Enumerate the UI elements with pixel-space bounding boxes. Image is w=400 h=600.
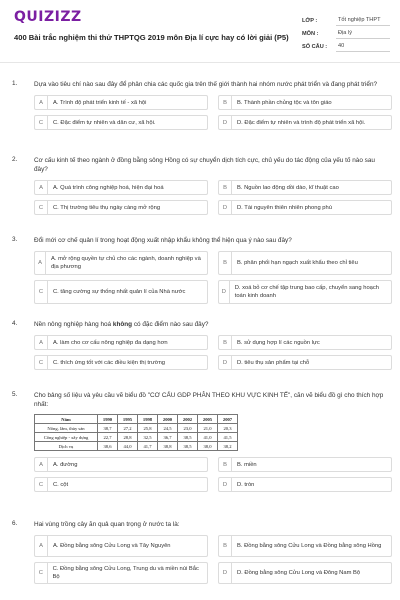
worksheet-header: [0, 0, 400, 63]
option-letter: C: [35, 281, 48, 303]
option-letter: B: [219, 336, 232, 349]
option-letter: B: [219, 536, 232, 556]
table-cell: 41,7: [138, 442, 158, 451]
option-text: A. mở rộng quyền tự chủ cho các ngành, doanh nghiệp và địa phương: [51, 256, 201, 270]
option-text: D. tiêu thụ sản phẩm tại chỗ: [237, 359, 310, 366]
question-text: Cơ cấu kinh tế theo ngành ở đồng bằng sông Hồng có sự chuyển dịch tích cực, chủ yếu do tác động của yếu tố nào sau đây?: [34, 157, 375, 173]
option-text: D. Đồng bằng sông Cửu Long và Đông Nam Bộ: [237, 570, 361, 576]
option-c[interactable]: [34, 280, 208, 304]
option-letter: A: [35, 252, 46, 274]
option-text: B. Đồng bằng sông Cửu Long và Đồng bằng sông Hồng: [237, 543, 382, 549]
option-text: C. tăng cường sự thống nhất quản lí của Nhà nước: [53, 289, 186, 295]
option-text: D. Đặc điểm tự nhiên và trình độ phát triển xã hội.: [237, 119, 366, 126]
table-row: [35, 442, 238, 451]
question-text-part: Nền nông nghiệp hàng hoá: [34, 321, 113, 328]
option-letter: A: [35, 181, 48, 194]
option-text: C. Đồng bằng sông Cửu Long, Trung du và miền núi Bắc Bộ: [52, 566, 199, 580]
table-header-cell: 1995: [118, 415, 138, 424]
question-text-part: có đặc điểm nào sau đây?: [132, 321, 209, 328]
table-header-row: [35, 415, 238, 424]
question-text: Cho bảng số liệu và yêu cầu vẽ biểu đồ "CƠ CẤU GDP PHÂN THEO KHU VỰC KINH TẾ", căn vẽ biểu đồ gì cho thích hợp nhất:: [34, 392, 384, 408]
option-a[interactable]: [34, 180, 208, 195]
table-cell: 36,7: [158, 433, 178, 442]
option-b[interactable]: [218, 251, 392, 275]
question-3: [12, 236, 392, 307]
option-text: A. Quá trình công nghiệp hoá, hiện đại hoá: [53, 184, 164, 191]
table-cell: 24,5: [158, 424, 178, 433]
quizizz-logo: QUIZIZZ: [14, 9, 82, 25]
table-header-cell: 2002: [178, 415, 198, 424]
option-text: B. sử dụng hợp lí các nguồn lực: [237, 339, 320, 346]
option-d[interactable]: [218, 280, 392, 304]
option-text: A. đường: [53, 461, 78, 468]
option-letter: B: [219, 252, 232, 274]
option-letter: C: [35, 478, 48, 491]
option-c[interactable]: [34, 355, 208, 370]
option-letter: C: [35, 116, 48, 129]
option-d[interactable]: [218, 200, 392, 215]
option-a[interactable]: [34, 95, 208, 110]
option-letter: D: [219, 116, 232, 129]
table-cell: 38,5: [178, 433, 198, 442]
option-letter: D: [219, 201, 232, 214]
table-header-cell: 1998: [138, 415, 158, 424]
option-text: D. Tài nguyên thiên nhiên phong phú: [237, 204, 332, 211]
question-number: 2.: [12, 156, 18, 163]
question-number: 5.: [12, 391, 18, 398]
option-text: B. miền: [237, 461, 257, 468]
option-c[interactable]: [34, 477, 208, 492]
table-header-cell: 1990: [98, 415, 118, 424]
option-d[interactable]: [218, 477, 392, 492]
option-letter: D: [219, 478, 232, 491]
meta-panel: [302, 14, 390, 53]
question-2: [12, 156, 392, 218]
option-letter: D: [219, 281, 230, 303]
table-cell: 25,8: [138, 424, 158, 433]
table-cell: 32,5: [138, 433, 158, 442]
option-d[interactable]: [218, 115, 392, 130]
table-cell: 38,0: [198, 442, 218, 451]
option-text: C. thích ứng tốt với các điều kiện thị trường: [53, 359, 166, 366]
option-text: A. Trình độ phát triển kinh tế - xã hội: [53, 99, 147, 106]
question-1: [12, 80, 392, 133]
option-a[interactable]: [34, 251, 208, 275]
question-number: 3.: [12, 236, 18, 243]
option-letter: A: [35, 336, 48, 349]
option-letter: A: [35, 96, 48, 109]
answer-options: [34, 457, 392, 495]
option-text: B. Nguồn lao động dồi dào, kĩ thuật cao: [237, 184, 339, 191]
answer-options: [34, 335, 392, 373]
table-header-cell: 2005: [198, 415, 218, 424]
table-cell: 44,0: [118, 442, 138, 451]
table-cell: 27,2: [118, 424, 138, 433]
option-text: B. Thành phần chủng tộc và tôn giáo: [237, 99, 332, 106]
option-letter: C: [35, 563, 48, 583]
table-cell: 28,8: [118, 433, 138, 442]
option-letter: B: [219, 181, 232, 194]
option-b[interactable]: [218, 180, 392, 195]
table-cell: 38,2: [218, 442, 238, 451]
option-letter: A: [35, 536, 48, 556]
meta-key: SỐ CÂU :: [302, 43, 328, 50]
question-text: [34, 320, 386, 329]
option-text: C. Đặc điểm tự nhiên và dân cư, xã hội.: [53, 119, 156, 126]
option-text: A. làm cho cơ cấu nông nghiệp đa dạng hơn: [53, 339, 168, 346]
option-d[interactable]: [218, 562, 392, 584]
option-letter: B: [219, 458, 232, 471]
option-b[interactable]: [218, 457, 392, 472]
question-6: [12, 520, 392, 589]
option-a[interactable]: [34, 535, 208, 557]
table-cell: 38,5: [178, 442, 198, 451]
table-cell: 21,0: [198, 424, 218, 433]
table-header-cell: Năm: [35, 415, 98, 424]
table-row: [35, 424, 238, 433]
meta-key: MÔN :: [302, 30, 319, 37]
option-text: D. tròn: [237, 481, 255, 488]
question-text-emphasis: không: [112, 321, 133, 328]
table-cell: 41,0: [198, 433, 218, 442]
table-cell: 23,0: [178, 424, 198, 433]
question-number: 6.: [12, 520, 18, 527]
option-d[interactable]: [218, 355, 392, 370]
table-header-cell: 2000: [158, 415, 178, 424]
table-cell: 38,6: [98, 442, 118, 451]
table-cell: 41,5: [218, 433, 238, 442]
question-text: Đổi mới cơ chế quản lí trong hoạt động xuất nhập khẩu không thể hiện qua ý nào sau đây?: [34, 237, 292, 244]
option-b[interactable]: [218, 95, 392, 110]
meta-key: LỚP :: [302, 17, 318, 24]
question-text: Dựa vào tiêu chí nào sau đây để phân chia các quốc gia trên thế giới thành hai nhóm nước phát triển và đang phát triển?: [34, 81, 378, 88]
meta-value: 40: [336, 41, 390, 52]
question-text: Hai vùng trồng cây ăn quả quan trọng ở nước ta là:: [34, 521, 180, 528]
table-cell: 20,3: [218, 424, 238, 433]
question-number: 1.: [12, 80, 18, 87]
option-c[interactable]: [34, 115, 208, 130]
option-letter: D: [219, 356, 232, 369]
table-cell: Dịch vụ: [35, 442, 98, 451]
option-c[interactable]: [34, 200, 208, 215]
table-cell: 38,7: [98, 424, 118, 433]
page-title: 400 Bài trắc nghiệm thi thử THPTQG 2019 môn Địa lí cực hay có lời giải (P5): [14, 33, 289, 42]
option-letter: D: [219, 563, 232, 583]
table-header-cell: 2007: [218, 415, 238, 424]
option-letter: B: [219, 96, 232, 109]
data-table: [34, 414, 238, 451]
option-text: A. Đồng bằng sông Cửu Long và Tây Nguyên: [53, 543, 171, 549]
question-4: [12, 320, 392, 373]
answer-options: [34, 95, 392, 133]
table-cell: 38,8: [158, 442, 178, 451]
option-c[interactable]: [34, 562, 208, 584]
answer-options: [34, 535, 392, 589]
question-number: 4.: [12, 320, 18, 327]
meta-row-count: [302, 40, 390, 53]
option-letter: C: [35, 356, 48, 369]
option-letter: C: [35, 201, 48, 214]
table-cell: 22,7: [98, 433, 118, 442]
option-b[interactable]: [218, 335, 392, 350]
option-text: B. phân phối hạn ngạch xuất khẩu theo chỉ tiêu: [237, 260, 358, 266]
meta-value: Địa lý: [336, 28, 390, 39]
option-b[interactable]: [218, 535, 392, 557]
table-cell: Công nghiệp - xây dựng: [35, 433, 98, 442]
meta-row-subject: [302, 27, 390, 40]
option-a[interactable]: [34, 457, 208, 472]
meta-row-class: [302, 14, 390, 27]
option-text: C. Thị trường tiêu thụ ngày càng mở rộng: [53, 204, 161, 211]
meta-value: Tốt nghiệp THPT: [336, 15, 390, 26]
table-cell: Nông, lâm, thủy sản: [35, 424, 98, 433]
option-letter: A: [35, 458, 48, 471]
option-text: D. xoá bỏ cơ chế tập trung bao cấp, chuyển sang hoạch toán kinh doanh: [234, 285, 380, 299]
question-5: [12, 391, 392, 495]
option-text: C. cột: [53, 481, 69, 488]
table-row: [35, 433, 238, 442]
option-a[interactable]: [34, 335, 208, 350]
answer-options: [34, 251, 392, 307]
answer-options: [34, 180, 392, 218]
